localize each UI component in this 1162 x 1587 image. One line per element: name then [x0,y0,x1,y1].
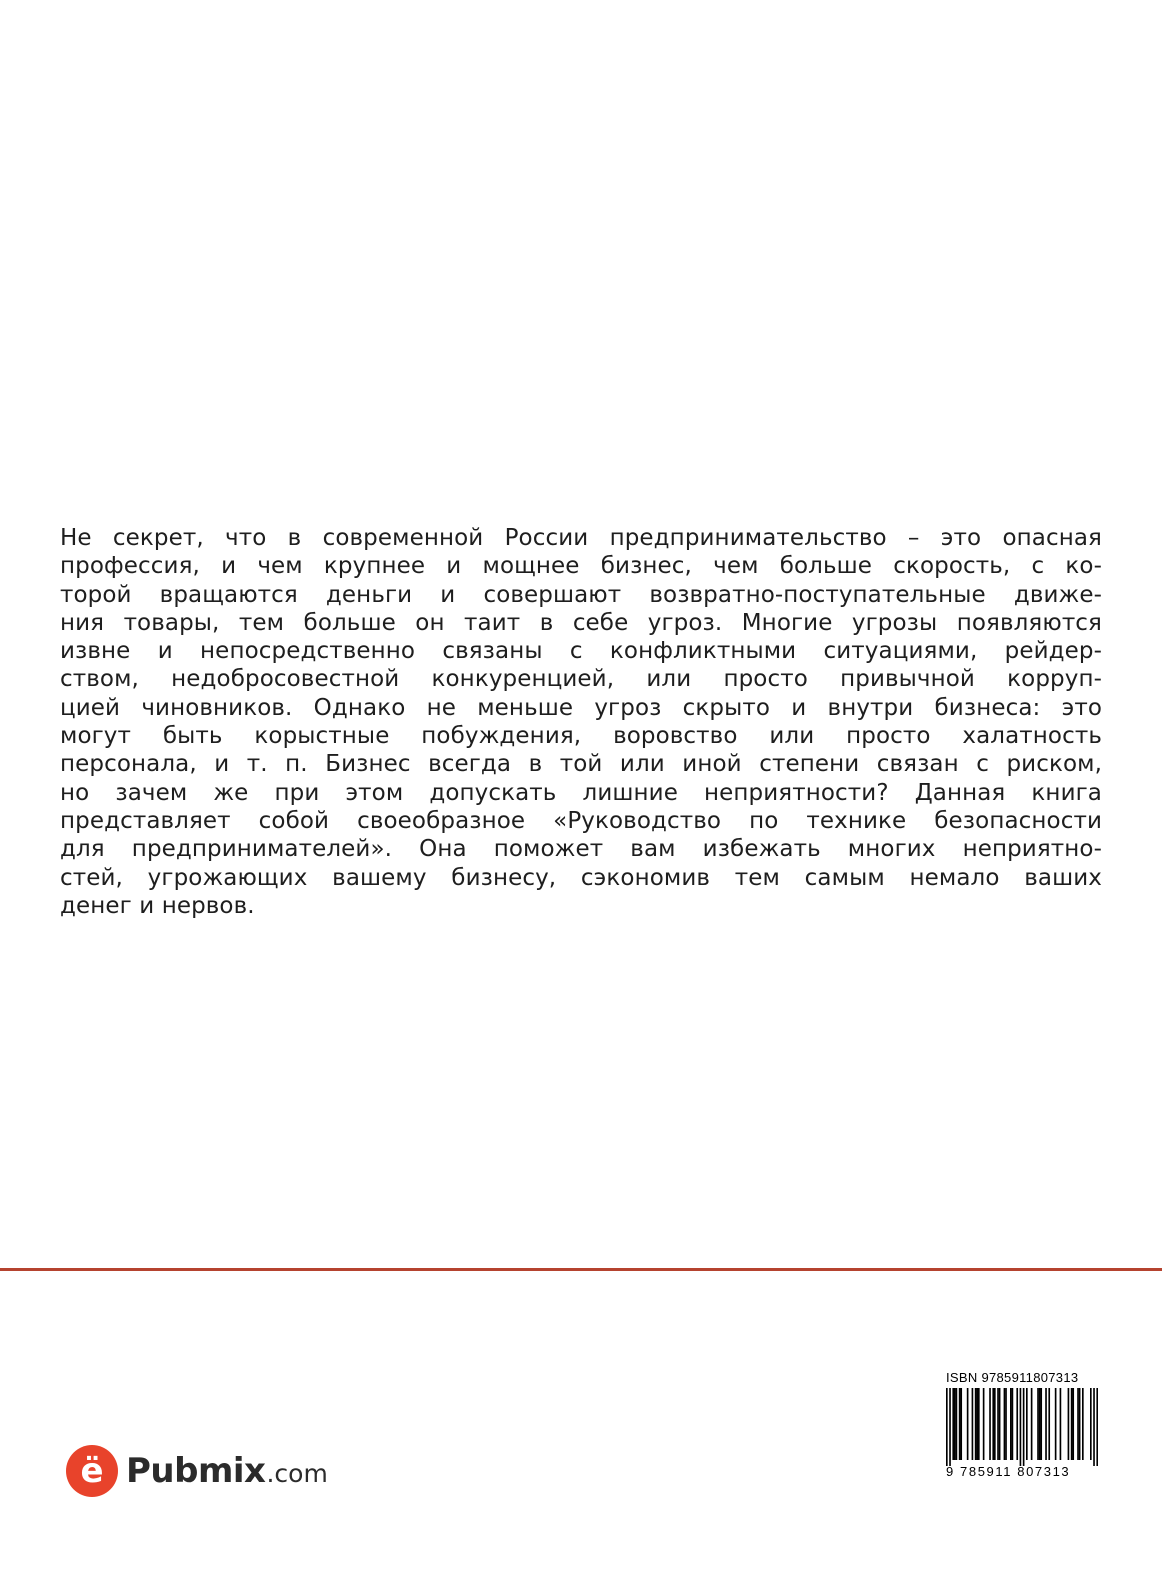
barcode-bar [1040,1388,1042,1460]
pubmix-logo-icon: ё [66,1445,118,1497]
barcode-bar [1093,1388,1095,1466]
barcode-bar [1082,1388,1084,1460]
description-line: но зачем же при этом допускать лишние неприятности? Данная книга [60,779,1102,806]
barcode-bar [1071,1388,1073,1460]
barcode-bar [1045,1388,1047,1460]
isbn-digits: 9 785911 807313 [946,1464,1071,1479]
barcode-bar [959,1388,961,1460]
divider-line [0,1268,1162,1271]
isbn-label: ISBN 9785911807313 [946,1370,1079,1385]
description-line: Не секрет, что в современной России предпринимательство – это опасная [60,525,1102,551]
barcode-bar [1026,1388,1028,1460]
barcode-bar [1012,1388,1014,1460]
barcode-bar [1048,1388,1050,1460]
barcode-bar [1072,1388,1074,1460]
description-line: стей, угрожающих вашему бизнесу, сэкономив тем самым немало ваших [60,864,1102,891]
barcode-bar [952,1388,954,1460]
barcode-bar [1037,1388,1039,1460]
barcode-bar [1055,1388,1057,1460]
barcode-bar [983,1388,985,1460]
barcode-bar [978,1388,980,1460]
barcode-bar [992,1388,994,1460]
barcode-bar [999,1388,1001,1460]
barcode-bar [989,1388,991,1460]
barcode-bar [975,1388,977,1460]
description-line: ния товары, тем больше он таит в себе угроз. Многие угрозы появляются [60,609,1102,636]
barcode-bar [1031,1388,1033,1460]
barcode-bar [972,1388,974,1460]
barcode-bar [997,1388,999,1460]
publisher-name: Pubmix [126,1451,266,1491]
barcode-bar [956,1388,958,1460]
barcode-bar [1005,1388,1007,1460]
description-line: профессия, и чем крупнее и мощнее бизнес, чем больше скорость, с ко- [60,553,1102,580]
barcode-bar [1096,1388,1098,1466]
barcode-bar [976,1388,978,1460]
barcode-bar [1004,1388,1006,1460]
description-line: ством, недобросовестной конкуренцией, или просто привычной корруп- [60,666,1102,693]
publisher-domain-suffix: .com [266,1459,328,1488]
barcode-bar [1020,1388,1022,1466]
description-line: цией чиновников. Однако не меньше угроз скрыто и внутри бизнеса: это [60,694,1102,721]
description-line: могут быть корыстные побуждения, воровство или просто халатность [60,723,1102,750]
barcode-bar [1023,1388,1025,1466]
barcode-bar [946,1388,948,1466]
barcode-bar [1079,1388,1081,1460]
publisher-logo [66,1445,328,1497]
barcode-bar [1039,1388,1041,1460]
barcode-bar [1016,1388,1018,1460]
barcode-bar [1077,1388,1079,1460]
barcode-bar [949,1388,951,1466]
description-line: для предпринимателей». Она поможет вам избежать многих неприятно- [60,836,1102,863]
description-line: представляет собой своеобразное «Руководство по технике безопасности [60,807,1102,834]
description-line: денег и нервов. [60,892,255,919]
barcode-bar [960,1388,962,1460]
barcode-icon [946,1388,1098,1466]
barcode-bar [1090,1388,1092,1460]
description-line: торой вращаются деньги и совершают возвратно-поступательные движе- [60,581,1102,608]
barcode-bar [994,1388,996,1460]
barcode-bar [1060,1388,1062,1460]
description-line: персонала, и т. п. Бизнес всегда в той или иной степени связан с риском, [60,751,1102,778]
barcode-bar [1068,1388,1070,1460]
barcode-bar [954,1388,956,1460]
isbn-barcode [946,1370,1100,1479]
barcode-bar [967,1388,969,1460]
cover-description [60,524,1102,920]
barcode-bar [1010,1388,1012,1460]
description-line: извне и непосредственно связаны с конфликтными ситуациями, рейдер- [60,638,1102,665]
